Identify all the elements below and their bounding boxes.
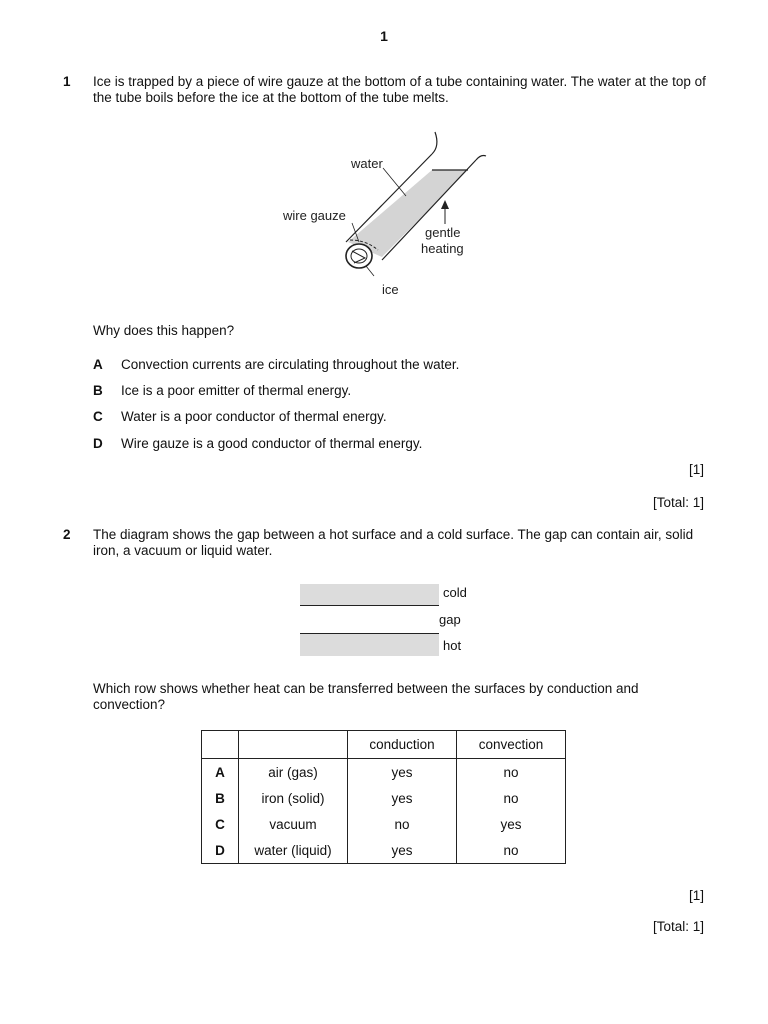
table-row bbox=[202, 759, 566, 786]
row-letter: A bbox=[202, 759, 239, 786]
row-conduction: yes bbox=[348, 759, 457, 786]
cold-surface bbox=[300, 584, 439, 605]
option-b-text: Ice is a poor emitter of thermal energy. bbox=[121, 383, 352, 398]
question-2-total: [Total: 1] bbox=[652, 919, 704, 934]
table-row bbox=[202, 837, 566, 864]
hot-label: hot bbox=[443, 638, 462, 653]
table-header-medium bbox=[239, 731, 348, 759]
heating-label: heating bbox=[421, 241, 464, 256]
row-medium: vacuum bbox=[239, 811, 348, 837]
question-1-prompt: Why does this happen? bbox=[93, 323, 235, 338]
question-2-prompt: Which row shows whether heat can be transferred between the surfaces by conduction and convection? bbox=[93, 681, 639, 712]
row-medium: water (liquid) bbox=[239, 837, 348, 864]
row-conduction: no bbox=[348, 811, 457, 837]
row-convection: no bbox=[457, 759, 566, 786]
option-c-text: Water is a poor conductor of thermal energy. bbox=[121, 409, 387, 424]
row-letter: D bbox=[202, 837, 239, 864]
tube-diagram bbox=[270, 120, 510, 305]
tube-lip-right bbox=[476, 156, 486, 161]
cold-surface-edge bbox=[300, 605, 439, 606]
option-d-letter: D bbox=[93, 436, 103, 451]
option-d-text: Wire gauze is a good conductor of thermal energy. bbox=[121, 436, 423, 451]
question-1-total: [Total: 1] bbox=[652, 495, 704, 510]
ice-label: ice bbox=[382, 282, 399, 297]
wire-gauze-label: wire gauze bbox=[283, 208, 346, 223]
tube-lip-left bbox=[432, 132, 437, 154]
answer-table bbox=[201, 730, 566, 864]
option-b-letter: B bbox=[93, 383, 103, 398]
row-letter: C bbox=[202, 811, 239, 837]
row-medium: air (gas) bbox=[239, 759, 348, 786]
row-letter: B bbox=[202, 785, 239, 811]
row-convection: no bbox=[457, 785, 566, 811]
question-1-marks: [1] bbox=[688, 462, 704, 477]
table-header-convection: convection bbox=[457, 731, 566, 759]
table-header-row bbox=[202, 731, 566, 759]
row-medium: iron (solid) bbox=[239, 785, 348, 811]
option-c-letter: C bbox=[93, 409, 103, 424]
table-row bbox=[202, 811, 566, 837]
table-header-letter bbox=[202, 731, 239, 759]
row-convection: yes bbox=[457, 811, 566, 837]
row-conduction: yes bbox=[348, 785, 457, 811]
question-2-marks: [1] bbox=[688, 888, 704, 903]
hot-surface bbox=[300, 634, 439, 656]
row-convection: no bbox=[457, 837, 566, 864]
ice-pointer bbox=[366, 266, 374, 276]
table-header-conduction: conduction bbox=[348, 731, 457, 759]
row-conduction: yes bbox=[348, 837, 457, 864]
heating-arrow-head bbox=[441, 200, 449, 209]
page-number: 1 bbox=[380, 28, 388, 44]
option-a-text: Convection currents are circulating throughout the water. bbox=[121, 357, 460, 372]
question-2-number: 2 bbox=[63, 527, 71, 542]
option-a-letter: A bbox=[93, 357, 103, 372]
question-1-text: Ice is trapped by a piece of wire gauze at the bottom of a tube containing water. The water at the top of the tube boils before the ice at the bottom of the tube melts. bbox=[93, 74, 706, 105]
table-row bbox=[202, 785, 566, 811]
question-1-number: 1 bbox=[63, 74, 71, 89]
gap-label: gap bbox=[439, 612, 461, 627]
cold-label: cold bbox=[443, 585, 467, 600]
question-2-text: The diagram shows the gap between a hot surface and a cold surface. The gap can contain air, solid iron, a vacuum or liquid water. bbox=[93, 527, 694, 558]
water-label: water bbox=[351, 156, 383, 171]
gentle-label: gentle bbox=[425, 225, 461, 240]
